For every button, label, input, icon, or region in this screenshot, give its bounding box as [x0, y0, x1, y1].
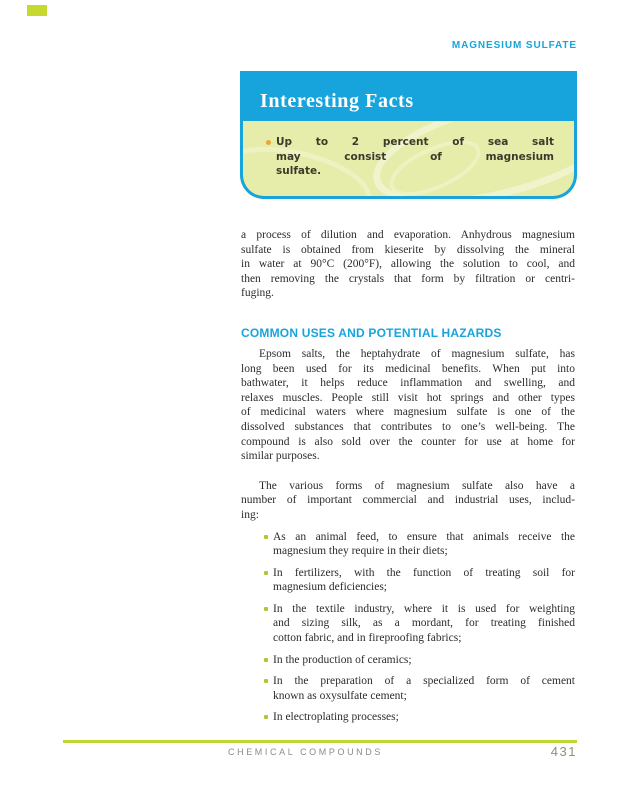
- list-item-text: In fertilizers, with the function of treating soil for magnesium deficiencies;: [273, 566, 575, 594]
- section-heading: COMMON USES AND POTENTIAL HAZARDS: [241, 325, 502, 340]
- interesting-facts-box: [240, 71, 577, 199]
- footer-rule: [63, 740, 577, 743]
- uses-bullet-list: [241, 530, 575, 726]
- facts-item-text: Up to 2 percent of sea salt may consist of magnesium sulfate.: [276, 136, 554, 177]
- orange-bullet-icon: [266, 140, 271, 145]
- paragraph: The various forms of magnesium sulfate also have a number of important commercial and industrial uses, includ- ing:: [241, 479, 575, 521]
- list-item-text: As an animal feed, to ensure that animals receive the magnesium they require in their diets;: [273, 530, 575, 558]
- list-item: [241, 566, 575, 595]
- page-number: 431: [550, 744, 577, 759]
- list-item: [241, 653, 575, 668]
- facts-box-body: [240, 121, 577, 199]
- green-bullet-icon: [264, 535, 268, 539]
- facts-box-header: [240, 71, 577, 121]
- green-bullet-icon: [264, 658, 268, 662]
- paragraph: a process of dilution and evaporation. Anhydrous magnesium sulfate is obtained from kieserite by dissolving the mineral in water at 90°C (200°F), allowing the solution to cool, and then removing the crystals that form by filtration or centri- fuging.: [241, 229, 575, 300]
- list-item-text: In electroplating processes;: [273, 711, 399, 724]
- list-item-text: In the production of ceramics;: [273, 653, 412, 666]
- green-bullet-icon: [264, 571, 268, 575]
- green-bullet-icon: [264, 679, 268, 683]
- corner-mark: [27, 5, 47, 16]
- facts-list-item: [243, 121, 574, 191]
- green-bullet-icon: [264, 715, 268, 719]
- paragraph: Epsom salts, the heptahydrate of magnesium sulfate, has long been used for its medicinal benefits. When put into bathwater, it helps reduce inflammation and swelling, and relaxes muscles. People still visit hot springs and other types of medicinal waters where magnesium sulfate is one of the dissolved substances that contributes to one’s well-being. The compound is also sold over the counter for use at home for similar purposes.: [241, 347, 575, 463]
- list-item: [241, 602, 575, 646]
- green-bullet-icon: [264, 607, 268, 611]
- list-item: [241, 710, 575, 725]
- list-item-text: In the preparation of a specialized form of cement known as oxysulfate cement;: [273, 675, 575, 702]
- main-text-column: [241, 228, 575, 732]
- list-item: [241, 530, 575, 559]
- list-item-text: In the textile industry, where it is used for weighting and sizing silk, as a mordant, for treating finished cotton fabric, and in fireproofing fabrics;: [273, 602, 575, 645]
- list-item: [241, 674, 575, 703]
- facts-box-title: Interesting Facts: [260, 90, 414, 112]
- footer-book-title: CHEMICAL COMPOUNDS: [228, 747, 383, 757]
- running-head: MAGNESIUM SULFATE: [451, 40, 577, 51]
